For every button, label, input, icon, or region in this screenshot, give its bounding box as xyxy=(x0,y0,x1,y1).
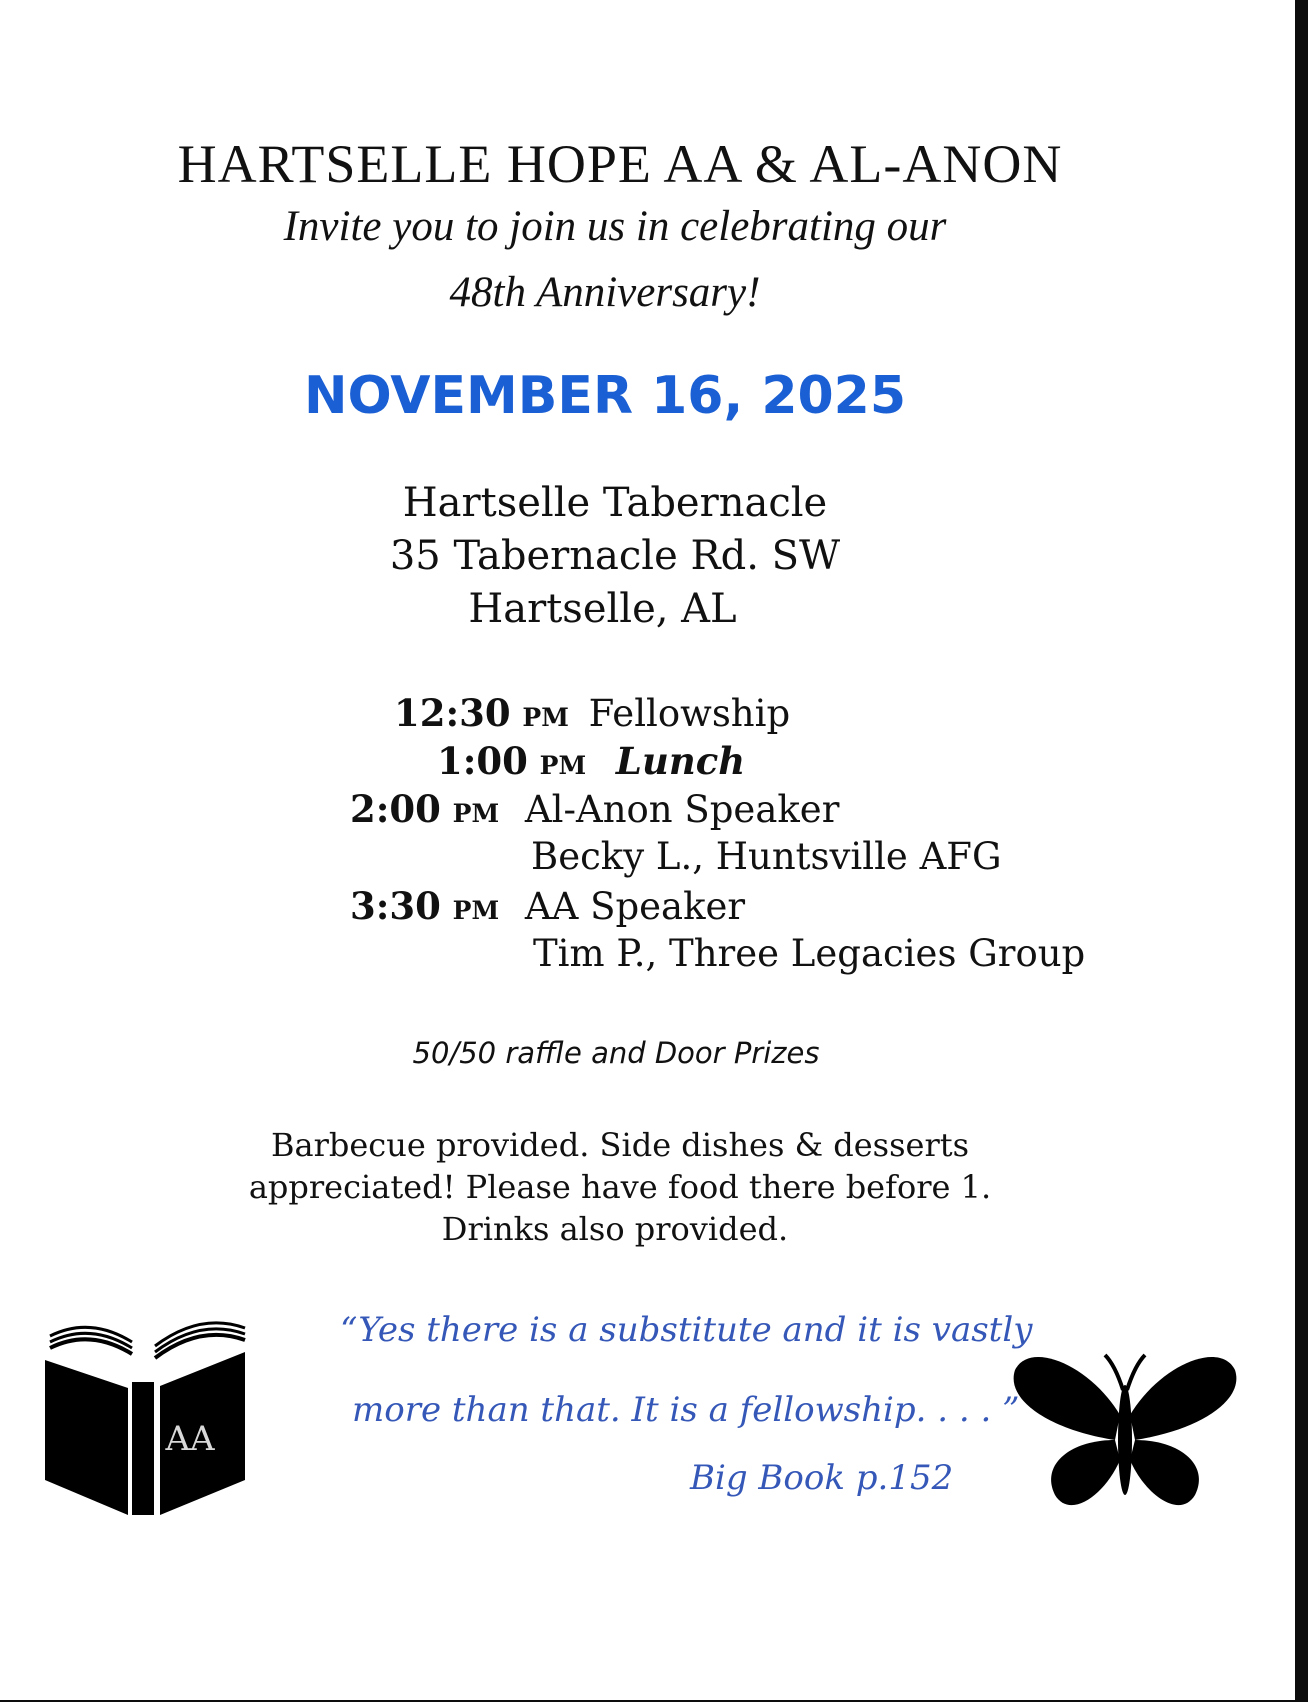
event-date: NOVEMBER 16, 2025 xyxy=(303,366,907,426)
schedule-row-lunch xyxy=(437,739,745,783)
book-label: AA xyxy=(165,1419,215,1459)
venue-city: Hartselle, AL xyxy=(468,586,737,632)
schedule-ampm: PM xyxy=(452,799,500,828)
schedule-time: 1:00 xyxy=(437,739,528,783)
open-book-icon xyxy=(40,1320,255,1515)
quote-source: Big Book p.152 xyxy=(690,1458,954,1498)
quote-line-1: “Yes there is a substitute and it is vastly xyxy=(340,1310,1033,1350)
schedule-time: 3:30 xyxy=(350,884,441,928)
food-line-1: Barbecue provided. Side dishes & desserts xyxy=(270,1126,970,1164)
schedule-row-aa-speaker xyxy=(350,884,745,928)
schedule-time: 2:00 xyxy=(350,787,441,831)
invite-line-2: 48th Anniversary! xyxy=(449,269,761,316)
schedule-row-fellowship xyxy=(394,691,790,735)
schedule-detail-aa: Tim P., Three Legacies Group xyxy=(533,932,1086,975)
schedule-item: Lunch xyxy=(615,739,746,783)
invite-line-1: Invite you to join us in celebrating our xyxy=(283,203,947,250)
schedule-row-alanon-speaker xyxy=(350,787,839,831)
schedule-time: 12:30 xyxy=(394,691,511,735)
venue-street: 35 Tabernacle Rd. SW xyxy=(389,533,841,579)
flyer-title: HARTSELLE HOPE AA & AL-ANON xyxy=(177,134,1063,194)
schedule-item: Al-Anon Speaker xyxy=(524,788,840,831)
raffle-note: 50/50 raffle and Door Prizes xyxy=(412,1036,820,1070)
page-edge-right xyxy=(1295,0,1308,1702)
food-line-3: Drinks also provided. xyxy=(441,1210,789,1248)
schedule-ampm: PM xyxy=(539,751,587,780)
schedule-item: Fellowship xyxy=(588,692,791,735)
schedule-ampm: PM xyxy=(452,896,500,925)
schedule-detail-alanon: Becky L., Huntsville AFG xyxy=(531,835,1002,878)
butterfly-icon xyxy=(1010,1345,1240,1515)
quote-line-2: more than that. It is a fellowship. . . . ” xyxy=(352,1390,1020,1430)
schedule-ampm: PM xyxy=(522,703,569,732)
food-line-2: appreciated! Please have food there before 1. xyxy=(248,1168,992,1206)
venue-name: Hartselle Tabernacle xyxy=(402,480,828,526)
schedule-item: AA Speaker xyxy=(524,885,746,928)
